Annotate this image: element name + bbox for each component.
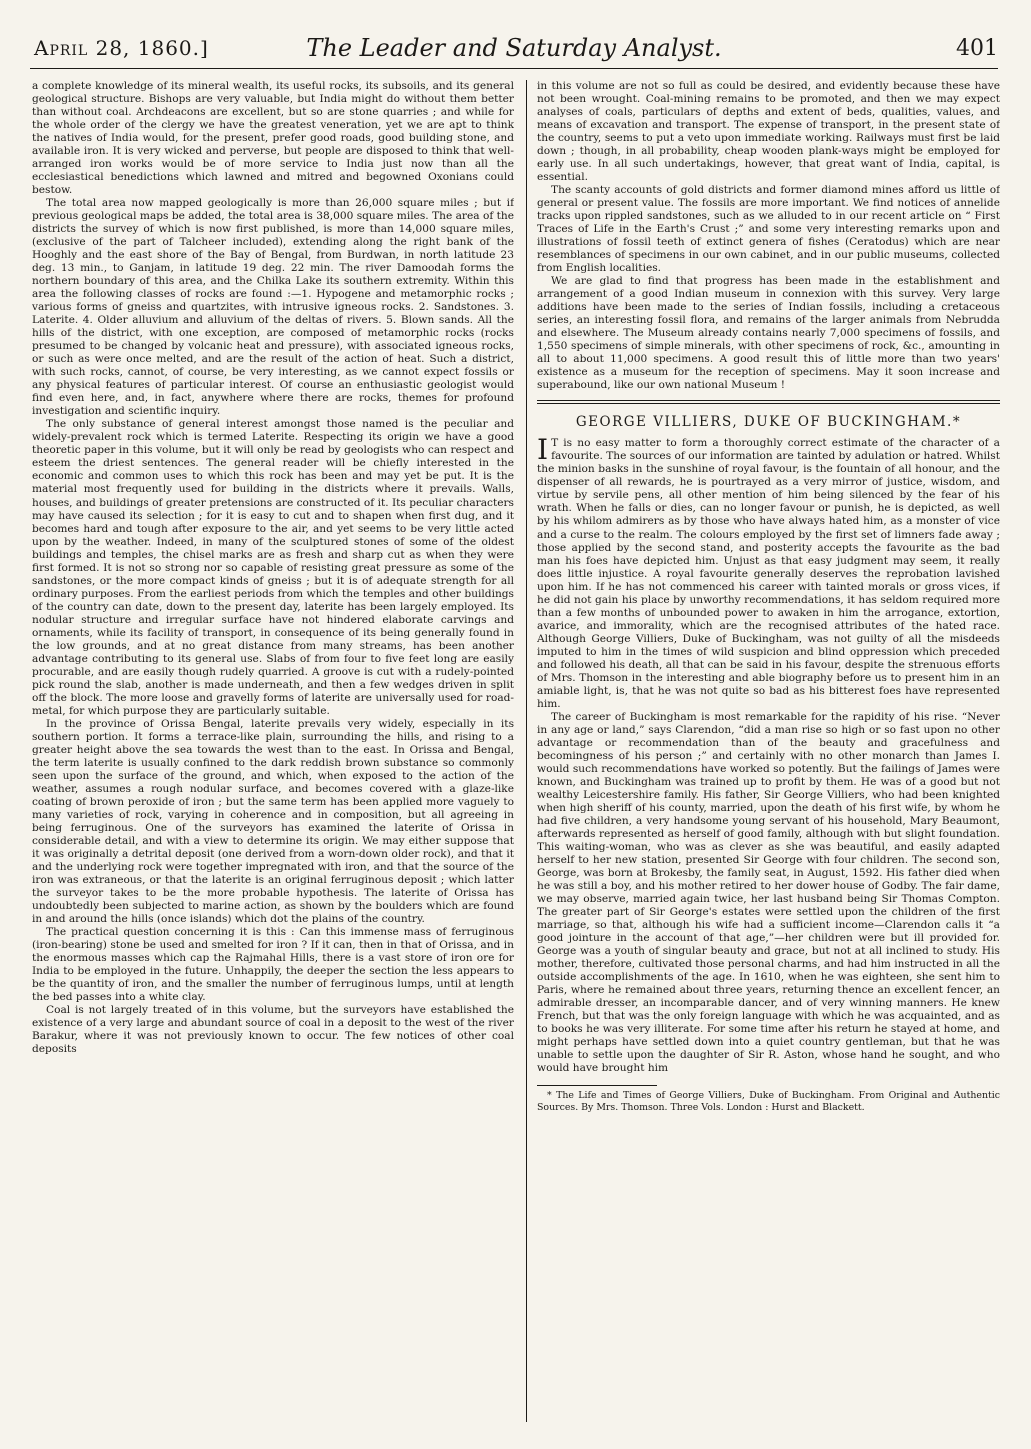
left-paragraph-3: The only substance of general interest amongst those named is the peculiar and widely-prevalent rock which is termed Laterite. Respecting its origin we have a good theoretic paper in this volume, but it will only be read by geologists who can respect and esteem the driest sentences. The general reader will be chiefly interested in the economic and common uses to which this rock has been and may yet be put. It is the material most frequently used for building in the districts where it prevails. Walls, houses, and buildings of greater pretensions are constructed of it. Its peculiar characters may have caused its selection ; for it is easy to cut and to shapen when first dug, and it becomes hard and tough after exposure to the air, and yet seems to be very little acted upon by the weather. Indeed, in many of the sculptured stones of some of the oldest buildings and temples, the chisel marks are as fresh and sharp cut as when they were first formed. It is not so strong nor so capable of resisting great pressure as some of the sandstones, or the more compact kinds of gneiss ; but it is of adequate strength for all ordinary purposes. From the earliest periods from which the temples and other buildings of the country can date, down to the present day, laterite has been largely employed. Its nodular structure and irregular surface have not hindered elaborate carvings and ornaments, while its facility of transport, in consequence of its being generally found in the low grounds, and at no great distance from many streams, has been another advantage contributing to its general use. Slabs of from four to five feet long are easily procurable, and are easily though rudely quarried. A groove is cut with a rudely-pointed pick round the slab, another is made underneath, and then a few wedges driven in split off the block. The more loose and gravelly forms of laterite are universally used for road-metal, for which purpose they are particularly suitable. bbox=[32, 418, 514, 717]
footnote: * The Life and Times of George Villiers, Duke of Buckingham. From Original and Authentic Sources. By Mrs. Thomson. Three Vols. London : Hurst and Blackett. bbox=[537, 1090, 1000, 1113]
page-header bbox=[30, 28, 998, 62]
left-paragraph-4: In the province of Orissa Bengal, laterite prevails very widely, especially in its southern portion. It forms a terrace-like plain, surrounding the hills, and rising to a greater height above the sea towards the west than to the east. In Orissa and Bengal, the term laterite is usually confined to the dark reddish brown substance so commonly seen upon the surface of the ground, and which, when exposed to the action of the weather, assumes a rough nodular surface, and becomes covered with a glaze-like coating of brown peroxide of iron ; but the same term has been applied more vaguely to many varieties of rock, varying in coherence and in composition, but all agreeing in being ferruginous. One of the surveyors has examined the laterite of Orissa in considerable detail, and with a view to determine its origin. We may either suppose that it was originally a detrital deposit (one derived from a worn-down older rock), and that it and the underlying rock were together impregnated with iron, and that the source of the iron was extraneous, or that the laterite is an original ferruginous deposit ; which latter the surveyor takes to be the more probable hypothesis. The laterite of Orissa has undoubtedly been subjected to marine action, as shown by the boulders which are found in and around the hills (once islands) which dot the plains of the country. bbox=[32, 717, 514, 925]
section-rule bbox=[537, 400, 1000, 401]
column-divider bbox=[526, 80, 527, 1422]
left-paragraph-6: Coal is not largely treated of in this volume, but the surveyors have established the existence of a very large and abundant source of coal in a deposit to the west of the river Barakur, where it was not previously known to occur. The few notices of other coal deposits bbox=[32, 1004, 514, 1056]
left-paragraph-5: The practical question concerning it is this : Can this immense mass of ferruginous (iron-bearing) stone be used and smelted for iron ? If it can, then in that of Orissa, and in the enormous masses which cap the Rajmahal Hills, there is a vast store of iron ore for India to be employed in the future. Unhappily, the deeper the section the less appears to be the quantity of iron, and the smaller the number of ferruginous lumps, until at length the bed passes into a white clay. bbox=[32, 926, 514, 1004]
left-column bbox=[32, 80, 514, 1435]
left-paragraph-1: a complete knowledge of its mineral wealth, its useful rocks, its subsoils, and its general geological structure. Bishops are very valuable, but India might do without them better than without coal. Archdeacons are excellent, but so are stone quarries ; and while for the whole order of the clergy we have the greatest veneration, yet we are apt to think the natives of India would, for the present, prefer good roads, good building stone, and available iron. It is very wicked and perverse, but people are disposed to think that well-arranged iron works would be of more service to India just now than all the ecclesiastical benedictions which lawned and mitred and begowned Oxonians could bestow. bbox=[32, 80, 514, 197]
footnote-rule bbox=[537, 1085, 657, 1086]
publication-title: The Leader and Saturday Analyst. bbox=[306, 34, 722, 62]
section-rule-double bbox=[537, 403, 1000, 404]
article-title: GEORGE VILLIERS, DUKE OF BUCKINGHAM.* bbox=[575, 414, 962, 431]
right-column bbox=[537, 80, 1000, 1435]
drop-cap: I bbox=[537, 433, 549, 467]
right-paragraph-3: We are glad to find that progress has been made in the establishment and arrangement of a good Indian museum in connexion with this survey. Very large additions have been made to the series of Indian fossils, including a cretaceous series, an interesting fossil flora, and remains of the larger animals from Nebrudda and elsewhere. The Museum already contains nearly 7,000 specimens of fossils, and 1,550 specimens of simple minerals, with other specimens of rock, &c., amounting in all to about 11,000 specimens. A good result this of little more than two years' existence as a museum for the reception of specimens. May it soon increase and superabound, like our own national Museum ! bbox=[537, 275, 1000, 392]
issue-date: April 28, 1860.] bbox=[34, 36, 209, 60]
header-rule bbox=[30, 68, 998, 69]
right-paragraph-2: The scanty accounts of gold districts and former diamond mines afford us little of general or present value. The fossils are more important. We find notices of annelide tracks upon rippled sandstones, such as we alluded to in our recent article on “ First Traces of Life in the Earth's Crust ;” and some very interesting remarks upon and illustrations of fossil teeth of extinct genera of fishes (Ceratodus) which are near resemblances of specimens in our own cabinet, and in our public museums, collected from English localities. bbox=[537, 184, 1000, 275]
article-opening-paragraph bbox=[537, 433, 1000, 710]
right-paragraph-1: in this volume are not so full as could be desired, and evidently because these have not been wrought. Coal-mining remains to be promoted, and then we may expect analyses of coals, particulars of depths and extent of beds, qualities, values, and means of excavation and transport. The expense of transport, in the present state of the country, seems to put a veto upon immediate working. Railways must first be laid down ; though, in all probability, cheap wooden plank-ways might be employed for early use. In all such undertakings, however, that great want of India, capital, is essential. bbox=[537, 80, 1000, 184]
page-number: 401 bbox=[956, 36, 998, 61]
article-opening-text: T is no easy matter to form a thoroughly correct estimate of the character of a favourite. The sources of our information are tainted by adulation or hatred. Whilst the minion basks in the sunshine of royal favour, is the fountain of all honour, and the dispenser of all rewards, he is pourtrayed as a very mirror of justice, wisdom, and virtue by servile pens, all other mention of him being silenced by the fear of his wrath. When he falls or dies, can no longer favour or punish, he is depicted, as well by his whilom admirers as by those who have always hated him, as a monster of vice and a curse to the realm. The colours employed by the first set of limners fade away ; those applied by the second stand, and posterity accepts the favourite as the bad man his foes have depicted him. Unjust as that easy judgment may seem, it really does little injustice. A royal favourite generally deserves the reprobation lavished upon him. If he has not commenced his career with tainted morals or gross vices, if he did not gain his place by unworthy recommendations, it has seldom required more than a few months of unbounded power to awaken in him the arrogance, extortion, avarice, and immorality, which are the recognised attributes of the hated race. Although George Villiers, Duke of Buckingham, was not guilty of all the misdeeds imputed to him in the times of wild suspicion and blind oppression which preceded and followed his death, all that can be said in his favour, despite the strenuous efforts of Mrs. Thomson in the interesting and able biography before us to present him in an amiable light, is, that he was not quite so bad as his bitterest foes have represented him. bbox=[537, 437, 1000, 710]
left-paragraph-2: The total area now mapped geologically is more than 26,000 square miles ; but if previous geological maps be added, the total area is 38,000 square miles. The area of the districts the survey of which is now first published, is more than 14,000 square miles, (exclusive of the part of Talcheer included), extending along the right bank of the Hooghly and the east shore of the Bay of Bengal, from Burdwan, in north latitude 23 deg. 13 min., to Ganjam, in latitude 19 deg. 22 min. The river Damoodah forms the northern boundary of this area, and the Chilka Lake its southern extremity. Within this area the following classes of rocks are found :—1. Hypogene and metamorphic rocks ; various forms of gneiss and quartzites, with intrusive igneous rocks. 2. Sandstones. 3. Laterite. 4. Older alluvium and alluvium of the deltas of rivers. 5. Blown sands. All the hills of the district, with one exception, are composed of metamorphic rocks (rocks presumed to be changed by volcanic heat and pressure), with associated igneous rocks, or such as were once melted, and are the result of the action of heat. Such a district, with such rocks, cannot, of course, be very interesting, as we cannot expect fossils or any physical features of particular interest. Of course an enthusiastic geologist would find even here, and, in fact, anywhere where there are rocks, themes for profound investigation and scientific inquiry. bbox=[32, 197, 514, 418]
article-paragraph-2: The career of Buckingham is most remarkable for the rapidity of his rise. “Never in any age or land,” says Clarendon, “did a man rise so high or so fast upon no other advantage or recommendation than of the beauty and gracefulness and becomingness of his person ;” and certainly with no other monarch than James I. would such recommendations have worked so potently. But the failings of James were known, and Buckingham was trained up to profit by them. He was of a good but not wealthy Leicestershire family. His father, Sir George Villiers, who had been knighted when high sheriff of his county, married, upon the death of his first wife, by whom he had five children, a very handsome young servant of his household, Mary Beaumont, afterwards represented as herself of good family, although with but slight foundation. This waiting-woman, who was as clever as she was beautiful, and easily adapted herself to her new station, presented Sir George with four children. The second son, George, was born at Brokesby, the family seat, in August, 1592. His father died when he was still a boy, and his mother retired to her dower house of Godby. The fair dame, we may observe, married again twice, her last husband being Sir Thomas Compton. The greater part of Sir George's estates were settled upon the children of the first marriage, so that, although his wife had a sufficient income—Clarendon calls it “a good jointure in the account of that age,”—her children were but ill provided for. George was a youth of singular beauty and grace, but not at all inclined to study. His mother, therefore, cultivated those personal charms, and had him instructed in all the outside accomplishments of the age. In 1610, when he was eighteen, she sent him to Paris, where he remained about three years, returning thence an excellent fencer, an admirable dresser, an incomparable dancer, and of very winning manners. He knew French, but that was the only foreign language with which he was acquainted, and as to books he was very illiterate. For some time after his return he stayed at home, and might perhaps have settled down into a quiet country gentleman, but that he was unable to settle upon the daughter of Sir R. Aston, whose hand he sought, and who would have brought him bbox=[537, 710, 1000, 1075]
